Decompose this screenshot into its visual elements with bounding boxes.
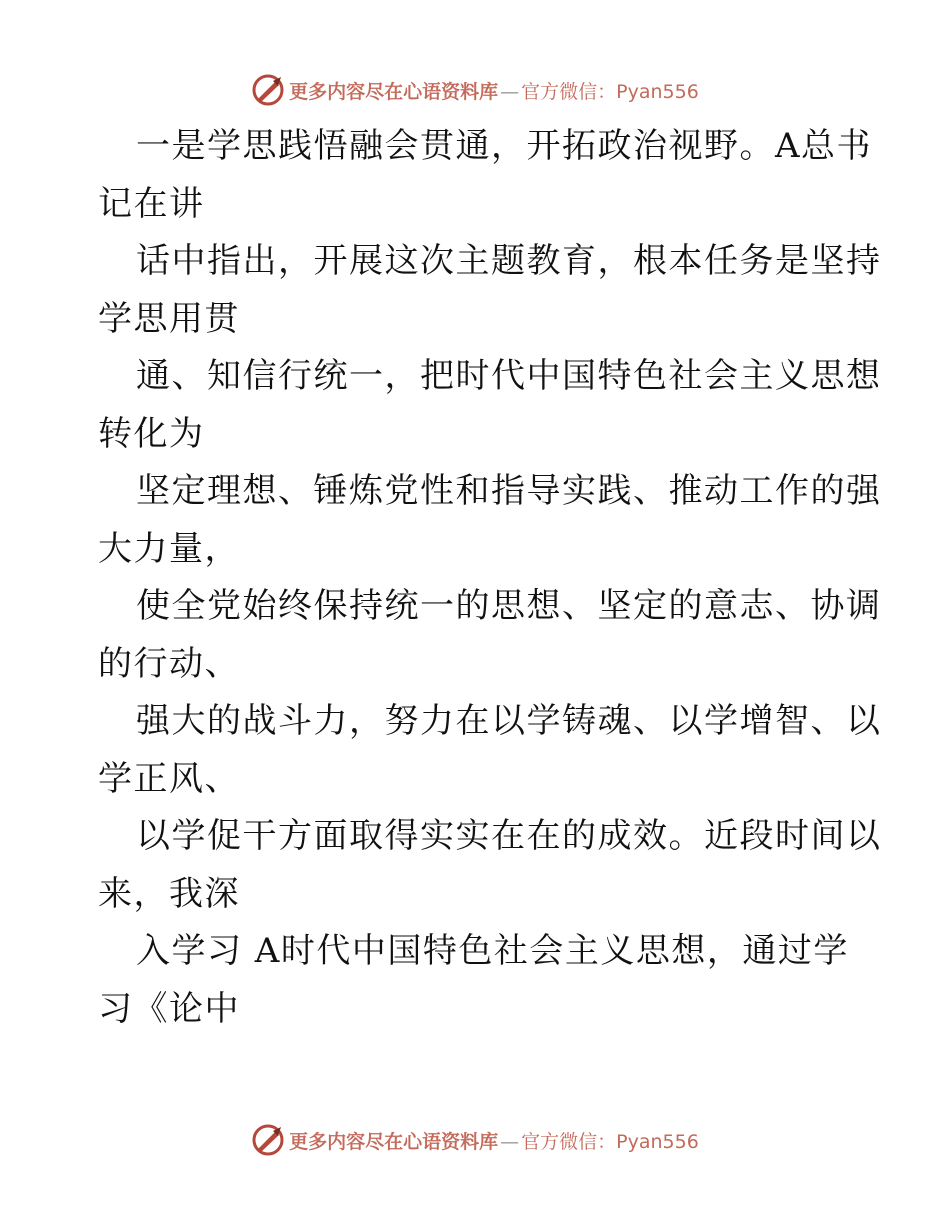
watermark-account: 官方微信：Pyan556 <box>521 1130 699 1153</box>
text-line: 的行动、 <box>98 643 240 684</box>
text-line: 习《论中 <box>98 988 240 1029</box>
watermark-brand: 更多内容尽在心语资料库 <box>289 1130 499 1153</box>
document-body <box>98 118 882 1038</box>
text-line: 记在讲 <box>98 183 205 224</box>
text-line: 来，我深 <box>98 873 240 914</box>
header-watermark <box>0 70 950 110</box>
text-line: 通、知信行统一，把时代中国特色社会主义思想 <box>136 356 882 396</box>
text-line: 学思用贯 <box>98 298 240 339</box>
text-line: 学正风、 <box>98 758 240 799</box>
text-line: 大力量， <box>98 528 240 569</box>
text-line: 入学习 A时代中国特色社会主义思想，通过学 <box>136 931 849 971</box>
text-line: 转化为 <box>98 413 205 454</box>
text-line: 以学促干方面取得实实在在的成效。近段时间以 <box>136 816 882 856</box>
quill-pen-logo-icon <box>251 1123 285 1157</box>
text-line: 坚定理想、锤炼党性和指导实践、推动工作的强 <box>136 471 882 511</box>
text-line: 强大的战斗力，努力在以学铸魂、以学增智、以 <box>136 701 882 741</box>
watermark-dash: — <box>500 80 520 103</box>
text-line: 话中指出，开展这次主题教育，根本任务是坚持 <box>136 241 882 281</box>
watermark-dash: — <box>500 1130 520 1153</box>
quill-pen-logo-icon <box>251 73 285 107</box>
text-line: 一是学思践悟融会贯通，开拓政治视野。A总书 <box>136 126 873 166</box>
text-line: 使全党始终保持统一的思想、坚定的意志、协调 <box>136 586 882 626</box>
watermark-account: 官方微信：Pyan556 <box>521 80 699 103</box>
footer-watermark <box>0 1120 950 1160</box>
watermark-brand: 更多内容尽在心语资料库 <box>289 80 499 103</box>
